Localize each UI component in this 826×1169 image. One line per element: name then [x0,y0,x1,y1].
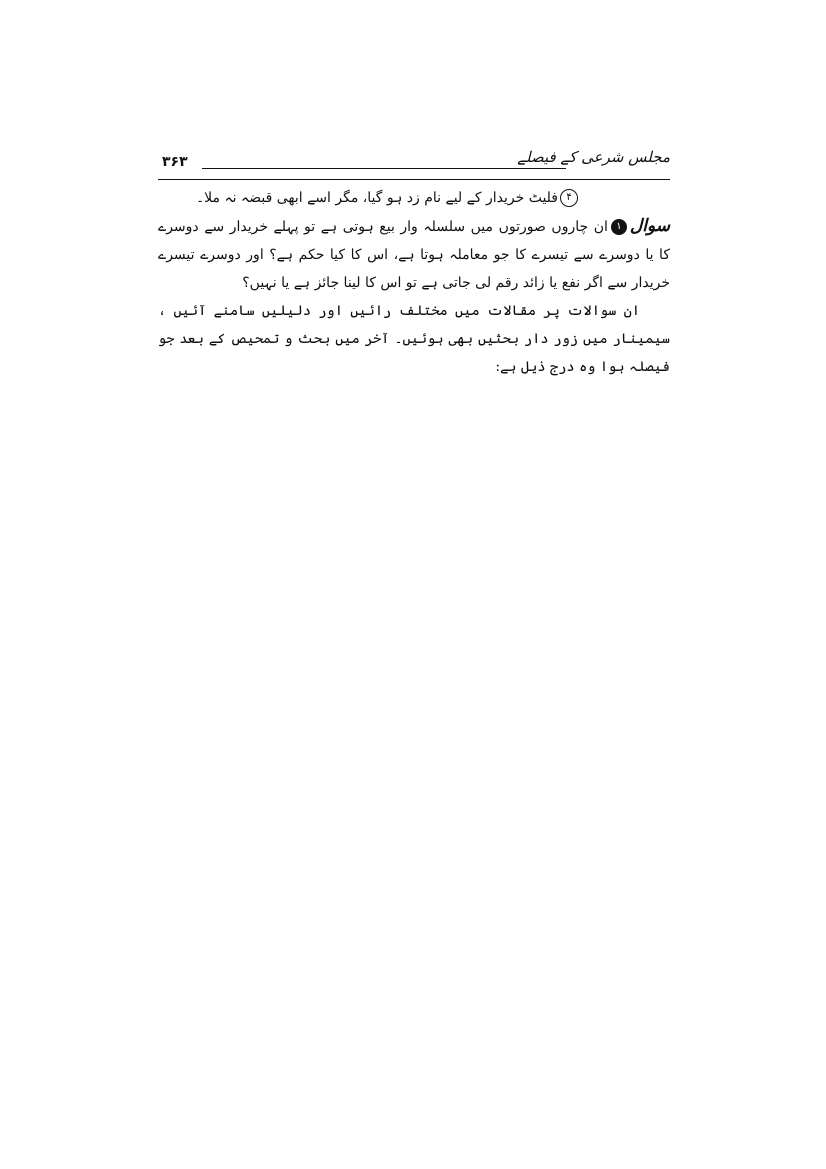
question-number-badge: ۱ [611,219,627,235]
header-rule [158,179,670,180]
list-item-text: فلیٹ خریدار کے لیے نام زد ہو گیا، مگر اسے ابھی قبضہ نہ ملا۔ [195,190,558,206]
question-text: ان چاروں صورتوں میں سلسلہ وار بیع ہوتی ہے تو پہلے خریدار سے دوسرے کا یا دوسرے سے تیسرے کا جو معاملہ ہوتا ہے، اس کا کیا حکم ہے؟ اور دوسرے تیسرے خریدار سے اگر نفع یا زائد رقم لی جاتی ہے تو اس کا لینا جائز ہے یا نہیں؟ [158,219,670,291]
item-number-circle: ۴ [560,189,578,207]
question-label: سوال [629,216,670,236]
page-header [158,146,670,180]
header-divider [202,168,566,169]
conclusion-paragraph: ان سوالات پر مقالات میں مختلف رائیں اور دلیلیں سامنے آئیں ، سیمینار میں زور دار بحثیں بھی ہوئیں۔ آخر میں بحث و تمحیص کے بعد جو فیصلہ ہوا وہ درج ذیل ہے: [158,303,670,375]
list-item-4 [158,184,670,212]
page-body [158,184,670,381]
question-paragraph [158,212,670,297]
page-number: ۳۶۳ [162,154,188,170]
running-title: مجلس شرعی کے فیصلے [517,148,670,166]
